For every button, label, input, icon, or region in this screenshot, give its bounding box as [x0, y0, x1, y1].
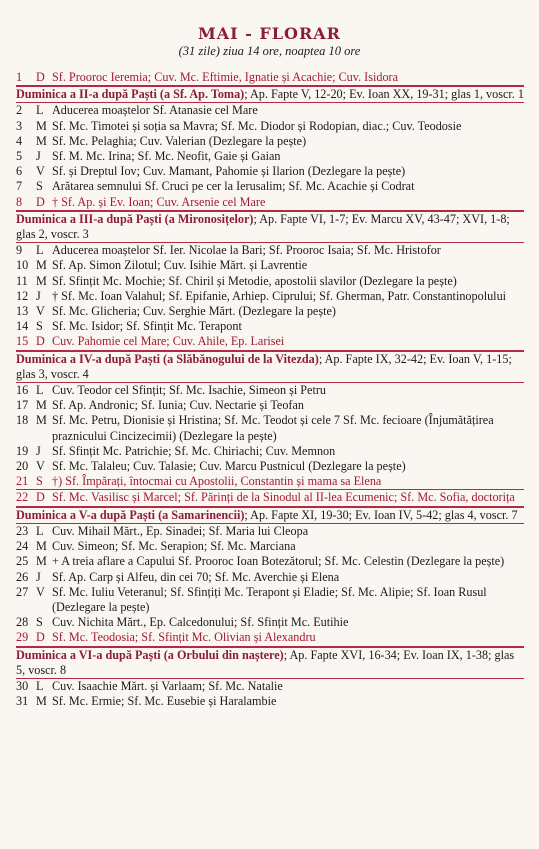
day-row — [16, 459, 524, 474]
sunday-reading-text — [16, 508, 524, 523]
day-row — [16, 274, 524, 289]
day-number: 27 — [16, 584, 29, 599]
day-number: 23 — [16, 523, 29, 538]
saints-text: Sf. Mc. Timotei și soția sa Mavra; Sf. Mc. Diodor și Rodopian, diac.; Cuv. Teodosie — [52, 118, 462, 133]
weekday-letter: L — [36, 103, 44, 118]
weekday-letter: J — [36, 149, 41, 164]
day-row — [16, 289, 524, 304]
weekday-letter: V — [36, 584, 45, 599]
day-number: 31 — [16, 694, 29, 709]
saints-text: Arătarea semnului Sf. Cruci pe cer la Ierusalim; Sf. Mc. Acachie și Codrat — [52, 179, 415, 194]
weekday-letter: L — [36, 678, 44, 693]
day-row — [16, 304, 524, 319]
day-row — [16, 134, 524, 149]
weekday-letter: J — [36, 288, 41, 303]
sunday-reading-text — [16, 212, 524, 242]
weekday-letter: M — [36, 554, 47, 569]
day-number: 21 — [16, 474, 29, 489]
sunday-reading-row — [16, 507, 524, 524]
sunday-title: Duminica a II-a după Paști (a Sf. Ap. Toma) — [16, 87, 245, 102]
day-row — [16, 398, 524, 413]
saints-text: Sf. și Dreptul Iov; Cuv. Mamant, Pahomie și Ilarion (Dezlegare la pește) — [52, 164, 406, 179]
saints-text: Aducerea moaștelor Sf. Atanasie cel Mare — [52, 103, 258, 118]
saints-text: †) Sf. Împărați, întocmai cu Apostolii, Constantin și mama sa Elena — [52, 474, 382, 489]
day-number: 13 — [16, 304, 29, 319]
saints-text: Sf. Mc. Pelaghia; Cuv. Valerian (Dezlegare la pește) — [52, 133, 307, 148]
day-row — [16, 319, 524, 334]
day-number: 3 — [16, 118, 23, 133]
day-row — [16, 413, 524, 443]
sunday-readings: ; Ap. Fapte XI, 19-30; Ev. Ioan IV, 5-42; glas 4, voscr. 7 — [244, 507, 518, 522]
weekday-letter: D — [36, 490, 45, 505]
saints-text: Cuv. Mihail Mărt., Ep. Sinadei; Sf. Maria lui Cleopa — [52, 523, 309, 538]
day-number: 15 — [16, 334, 29, 349]
day-number: 11 — [16, 273, 28, 288]
day-row — [16, 694, 524, 709]
day-number: 10 — [16, 258, 29, 273]
day-number: 1 — [16, 70, 23, 84]
weekday-letter: M — [36, 398, 47, 413]
day-row — [16, 179, 524, 194]
day-number: 2 — [16, 103, 23, 118]
day-number: 19 — [16, 443, 29, 458]
day-number: 20 — [16, 459, 29, 474]
day-row — [16, 334, 524, 350]
saints-text: Sf. Ap. Carp și Alfeu, din cei 70; Sf. Mc. Averchie și Elena — [52, 569, 340, 584]
calendar-list — [16, 70, 524, 709]
day-row — [16, 679, 524, 694]
saints-text: Sf. Mc. Petru, Dionisie și Hristina; Sf. Mc. Teodot și cele 7 Sf. Mc. fecioare (Înjumătățirea praznicului Cincizecimii) (Dezlegare la pește) — [52, 413, 494, 443]
weekday-letter: M — [36, 133, 47, 148]
saints-text: † Sf. Ap. și Ev. Ioan; Cuv. Arsenie cel Mare — [52, 194, 266, 209]
weekday-letter: D — [36, 334, 45, 349]
weekday-letter: M — [36, 413, 47, 428]
saints-text: Cuv. Isaachie Mărt. și Varlaam; Sf. Mc. Natalie — [52, 678, 283, 693]
saints-text: Sf. Mc. Vasilisc și Marcel; Sf. Părinți de la Sinodul al II-lea Ecumenic; Sf. Mc. Sofia, doctorița — [52, 490, 515, 505]
day-number: 26 — [16, 569, 29, 584]
page-header — [0, 24, 539, 59]
day-number: 17 — [16, 398, 29, 413]
day-row — [16, 554, 524, 569]
day-number: 6 — [16, 164, 23, 179]
saints-text: + A treia aflare a Capului Sf. Prooroc Ioan Botezătorul; Sf. Mc. Celestin (Dezlegare la pește) — [52, 554, 505, 569]
day-number: 25 — [16, 554, 29, 569]
day-row — [16, 164, 524, 179]
sunday-title: Duminica a V-a după Paști (a Samarinencii) — [16, 507, 245, 522]
saints-text: Sf. Ap. Simon Zilotul; Cuv. Isihie Mărt. și Lavrentie — [52, 258, 308, 273]
saints-text: Aducerea moaștelor Sf. Ier. Nicolae la Bari; Sf. Prooroc Isaia; Sf. Mc. Hristofor — [52, 243, 441, 258]
sunday-readings: ; Ap. Fapte IX, 32-42; Ev. Ioan V, 1-15; glas 3, voscr. 4 — [16, 351, 512, 381]
day-row — [16, 524, 524, 539]
weekday-letter: V — [36, 459, 45, 474]
weekday-letter: L — [36, 243, 44, 258]
day-row — [16, 243, 524, 258]
sunday-reading-text — [16, 352, 524, 382]
day-number: 18 — [16, 413, 29, 428]
day-row — [16, 103, 524, 118]
saints-text: Sf. Mc. Ermie; Sf. Mc. Eusebie și Haralambie — [52, 694, 277, 709]
day-row — [16, 585, 524, 615]
saints-text: Sf. Mc. Iuliu Veteranul; Sf. Sfințiți Mc. Terapont și Eladie; Sf. Mc. Alipie; Sf. Ioan Rusul (Dezlegare la pește) — [52, 584, 487, 614]
saints-text: Sf. Prooroc Ieremia; Cuv. Mc. Eftimie, Ignatie și Acachie; Cuv. Isidora — [52, 70, 399, 84]
day-number: 5 — [16, 149, 23, 164]
day-number: 29 — [16, 630, 29, 645]
weekday-letter: V — [36, 164, 45, 179]
sunday-title: Duminica a IV-a după Paști (a Slăbănogului de la Vitezda) — [16, 351, 319, 366]
day-row — [16, 70, 524, 86]
weekday-letter: J — [36, 443, 41, 458]
weekday-letter: D — [36, 630, 45, 645]
day-number: 22 — [16, 490, 29, 505]
weekday-letter: M — [36, 694, 47, 709]
saints-text: Sf. Mc. Glicheria; Cuv. Serghie Mărt. (Dezlegare la pește) — [52, 304, 336, 319]
weekday-letter: L — [36, 383, 44, 398]
sunday-readings: ; Ap. Fapte VI, 1-7; Ev. Marcu XV, 43-47; XVI, 1-8; glas 2, voscr. 3 — [16, 211, 510, 242]
day-number: 14 — [16, 319, 29, 334]
weekday-letter: M — [36, 258, 47, 273]
sunday-reading-row — [16, 86, 524, 103]
saints-text: Sf. Mc. Isidor; Sf. Sfințit Mc. Terapont — [52, 319, 242, 334]
weekday-letter: S — [36, 319, 43, 334]
day-row — [16, 570, 524, 585]
saints-text: † Sf. Mc. Ioan Valahul; Sf. Epifanie, Arhiep. Ciprului; Sf. Gherman, Patr. Constantinopolului — [52, 288, 507, 303]
day-row — [16, 474, 524, 490]
weekday-letter: J — [36, 569, 41, 584]
month-title: MAI - FLORAR — [198, 24, 341, 43]
day-number: 24 — [16, 539, 29, 554]
day-number: 4 — [16, 133, 23, 148]
day-row — [16, 258, 524, 273]
weekday-letter: S — [36, 179, 43, 194]
day-row — [16, 119, 524, 134]
day-row — [16, 615, 524, 630]
sunday-title: Duminica a III-a după Paști (a Mironosițelor) — [16, 211, 254, 226]
saints-text: Cuv. Teodor cel Sfințit; Sf. Mc. Isachie, Simeon și Petru — [52, 383, 327, 398]
saints-text: Cuv. Nichita Mărt., Ep. Calcedonului; Sf. Sfințit Mc. Eutihie — [52, 615, 349, 630]
day-number: 12 — [16, 288, 29, 303]
saints-text: Sf. Sfințit Mc. Patrichie; Sf. Mc. Chiriachi; Cuv. Memnon — [52, 443, 336, 458]
day-number: 7 — [16, 179, 23, 194]
sunday-reading-row — [16, 211, 524, 243]
day-number: 30 — [16, 678, 29, 693]
sunday-reading-row — [16, 351, 524, 383]
saints-text: Sf. Mc. Teodosia; Sf. Sfințit Mc. Olivian și Alexandru — [52, 630, 316, 645]
saints-text: Sf. Mc. Talaleu; Cuv. Talasie; Cuv. Marcu Pustnicul (Dezlegare la pește) — [52, 459, 406, 474]
weekday-letter: D — [36, 70, 45, 84]
saints-text: Sf. M. Mc. Irina; Sf. Mc. Neofit, Gaie și Gaian — [52, 149, 281, 164]
sunday-reading-row — [16, 647, 524, 679]
sunday-readings: ; Ap. Fapte V, 12-20; Ev. Ioan XX, 19-31; glas 1, voscr. 1 — [244, 87, 524, 102]
saints-text: Sf. Ap. Andronic; Sf. Iunia; Cuv. Nectarie și Teofan — [52, 398, 304, 413]
sunday-reading-text — [16, 87, 524, 102]
day-number: 8 — [16, 194, 23, 209]
day-number: 16 — [16, 383, 29, 398]
day-row — [16, 383, 524, 398]
weekday-letter: M — [36, 118, 47, 133]
weekday-letter: D — [36, 194, 45, 209]
day-row — [16, 444, 524, 459]
sunday-title: Duminica a VI-a după Paști (a Orbului din naștere) — [16, 647, 284, 662]
day-row — [16, 195, 524, 211]
weekday-letter: S — [36, 615, 43, 630]
sunday-reading-text — [16, 648, 524, 678]
day-number: 28 — [16, 615, 29, 630]
weekday-letter: V — [36, 304, 45, 319]
day-row — [16, 490, 524, 506]
sunday-readings: ; Ap. Fapte XVI, 16-34; Ev. Ioan IX, 1-38; glas 5, voscr. 8 — [16, 647, 515, 677]
day-row — [16, 539, 524, 554]
month-subtitle: (31 zile) ziua 14 ore, noaptea 10 ore — [178, 44, 361, 58]
day-row — [16, 149, 524, 164]
weekday-letter: M — [36, 539, 47, 554]
day-number: 9 — [16, 243, 23, 258]
weekday-letter: L — [36, 523, 44, 538]
saints-text: Cuv. Simeon; Sf. Mc. Serapion; Sf. Mc. Marciana — [52, 539, 296, 554]
weekday-letter: S — [36, 474, 43, 489]
weekday-letter: M — [36, 273, 47, 288]
saints-text: Cuv. Pahomie cel Mare; Cuv. Ahile, Ep. Larisei — [52, 334, 285, 349]
day-row — [16, 630, 524, 646]
saints-text: Sf. Sfințit Mc. Mochie; Sf. Chiril și Metodie, apostolii slavilor (Dezlegare la pește) — [52, 273, 457, 288]
